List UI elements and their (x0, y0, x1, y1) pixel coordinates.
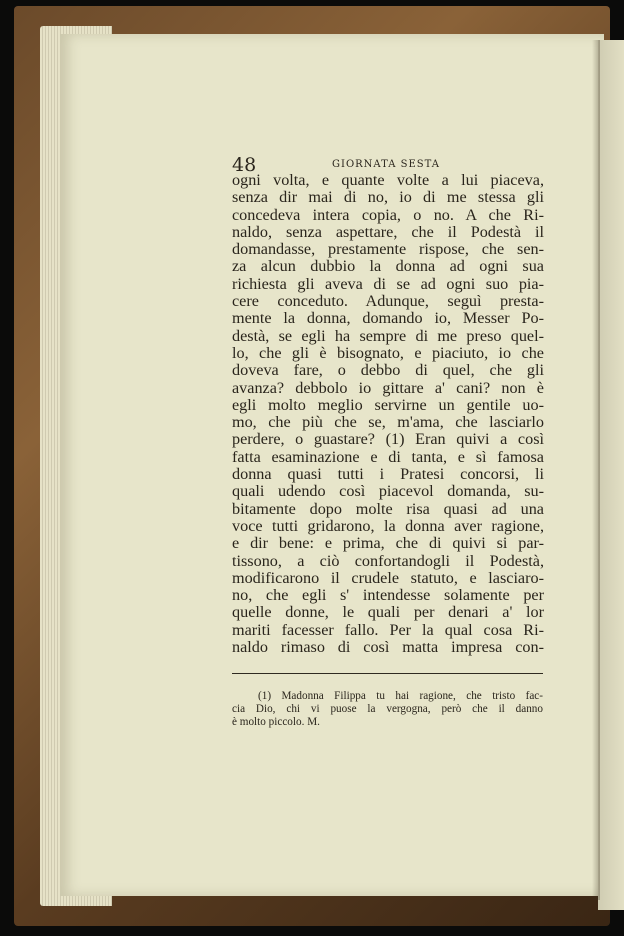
text-line: ogni volta, e quante volte a lui piaceva, (232, 171, 544, 189)
footnote-line: cia Dio, chi vi puose la vergogna, però che il danno (232, 703, 543, 715)
text-line: bitamente dopo molte risa quasi ad una (232, 499, 544, 518)
text-line: donna quasi tutti i Pratesi concorsi, li (232, 465, 544, 484)
text-line: domandasse, prestamente rispose, che sen- (232, 240, 544, 259)
text-line: lo, che gli è bisognato, e piaciuto, io che (232, 343, 544, 362)
text-line: concedeva intera copia, o no. A che Ri- (232, 205, 544, 224)
footnote-line: (1) Madonna Filippa tu hai ragione, che tristo fac- (258, 690, 543, 702)
running-title: GIORNATA SESTA (332, 159, 440, 170)
gutter-shadow (592, 40, 600, 900)
footnote (232, 690, 543, 729)
text-line: richiesta gli aveva di se ad ogni suo pia- (232, 274, 544, 293)
text-line: egli molto meglio servirne un gentile uo- (232, 395, 544, 414)
next-page-edge (598, 40, 624, 910)
footnote-line: è molto piccolo. M. (232, 716, 320, 728)
text-line: e dir bene: e prima, che di quivi si par- (232, 534, 544, 553)
text-line: mente la donna, domando io, Messer Po- (232, 309, 544, 328)
text-line: quelle donne, le quali per denari a' lor (232, 603, 544, 622)
text-line: avanza? debbolo io gittare a' cani? non è (232, 378, 544, 397)
text-line: destà, se egli ha sempre di me preso quel- (232, 326, 544, 345)
text-line: za alcun dubbio la donna ad ogni sua (232, 257, 544, 276)
text-line: naldo, senza aspettare, che il Podestà il (232, 222, 544, 241)
text-line: doveva fare, o debbo di quel, che gli (232, 361, 544, 380)
body-text (232, 172, 544, 656)
text-line: voce tutti gridarono, la donna aver ragione, (232, 516, 544, 535)
text-line: mo, che più che se, m'ama, che lasciarlo (232, 413, 544, 432)
text-line: no, che egli s' intendesse solamente per (232, 586, 544, 605)
text-line: perdere, o guastare? (1) Eran quivi a così (232, 430, 544, 449)
text-line: cere conceduto. Adunque, seguì presta- (232, 292, 544, 311)
text-line: mariti facesser fallo. Per la qual cosa Ri- (232, 620, 544, 639)
text-line: fatta esaminazione e di tanta, e sì famosa (232, 447, 544, 466)
text-line: tissono, a ciò confortandogli il Podestà, (232, 551, 544, 570)
footnote-rule (232, 673, 543, 674)
text-line: senza dir mai di no, io di me stessa gli (232, 188, 544, 207)
text-line: quali udendo così piacevol domanda, su- (232, 482, 544, 501)
text-line: modificarono il crudele statuto, e lasciaro- (232, 568, 544, 587)
text-line: naldo rimaso di così matta impresa con- (232, 638, 544, 657)
page-number: 48 (232, 154, 257, 176)
